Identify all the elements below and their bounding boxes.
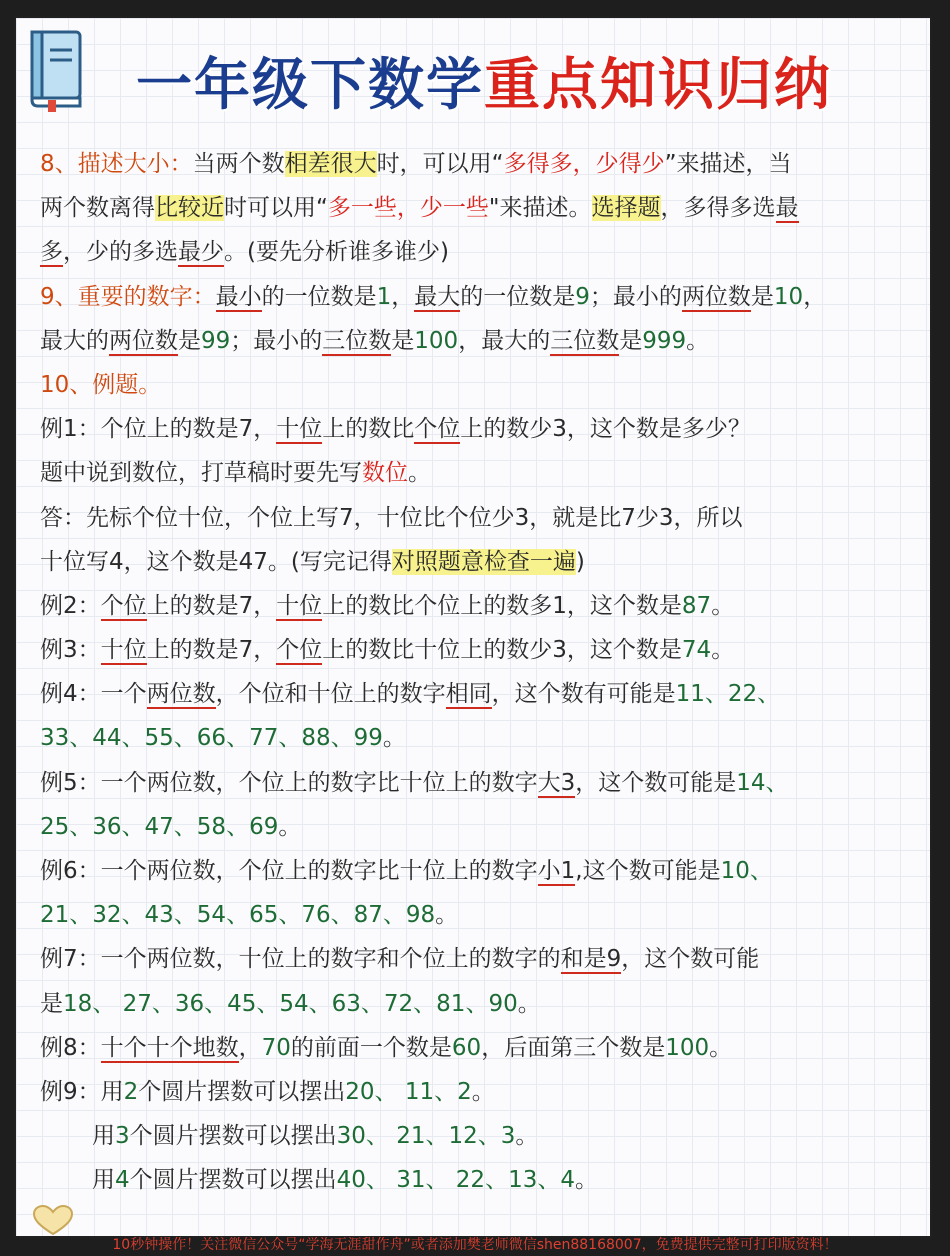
s9-underline: 两位数 xyxy=(109,327,178,354)
ex5-line-2 xyxy=(40,805,920,849)
ex6-numbers: 21、32、43、54、65、76、87、98 xyxy=(40,902,436,929)
s8-text: ”来描述，当 xyxy=(664,151,792,177)
s9-underline: 两位数 xyxy=(681,283,751,310)
ex7-line-1 xyxy=(40,937,920,981)
ex5-text: 例5：一个两位数，个位上的数字比十位上的数字 xyxy=(40,769,538,796)
ex2-text: 。 xyxy=(711,592,735,619)
s9-text: 是 xyxy=(619,327,643,354)
ex4-text: ，个位和十位上的数字 xyxy=(215,681,446,708)
ex9-numbers: 40、 31、 22、13、4 xyxy=(336,1167,575,1194)
s9-number: 100 xyxy=(414,327,459,354)
ex2-underline: 十位 xyxy=(276,592,323,619)
ex8-number: 100 xyxy=(665,1034,710,1061)
ex4-text: 例4：一个 xyxy=(40,681,147,708)
ex6-text: 。 xyxy=(435,902,459,929)
s9-text: 是 xyxy=(750,283,774,310)
ex9-text: 个圆片摆数可以摆出 xyxy=(129,1167,337,1194)
footer-note: 10秒钟操作！关注微信公众号“学海无涯甜作舟”或者添加樊老师微信shen88168007，免费提供完整可打印版资料！ xyxy=(112,1237,838,1253)
s8-underline: 最少 xyxy=(178,239,224,266)
ex1-highlight: 对照题意检查一遍 xyxy=(391,548,576,575)
s8-text: 当两个数 xyxy=(192,151,285,177)
ex2-line xyxy=(40,584,920,628)
ex6-underline: 小1 xyxy=(537,858,576,884)
ex9-line-2 xyxy=(40,1114,920,1158)
s9-text: 最大的 xyxy=(40,327,109,354)
ex1-underline: 十位 xyxy=(276,416,323,443)
ex4-text: 。 xyxy=(382,725,406,752)
ex3-text: 上的数比十位上的数少3，这个数是 xyxy=(322,637,682,664)
ex4-numbers: 33、44、55、66、77、88、99 xyxy=(40,725,383,752)
document-page xyxy=(14,16,932,1238)
s9-number: 1 xyxy=(376,283,392,310)
s8-highlight: 选择题 xyxy=(591,195,661,222)
ex9-text: 。 xyxy=(471,1078,495,1105)
s8-underline: 多 xyxy=(40,239,63,266)
ex4-underline: 两位数 xyxy=(146,681,216,708)
ex1-text: 答：先标个位十位，个位上写7，十位比个位少3，就是比7少3，所以 xyxy=(40,504,743,531)
s9-text: 的一位数是 xyxy=(460,283,576,310)
ex8-number: 70 xyxy=(261,1034,291,1061)
s9-underline: 最大 xyxy=(414,283,461,310)
ex1-question xyxy=(40,407,920,451)
ex7-text: 是 xyxy=(40,990,63,1017)
ex1-answer-2 xyxy=(40,540,920,584)
ex7-text: 。 xyxy=(517,990,541,1017)
s10-label: 10、例题。 xyxy=(40,371,162,398)
ex9-text: 用 xyxy=(92,1167,115,1194)
ex3-number: 74 xyxy=(681,637,712,664)
ex9-line-1 xyxy=(40,1070,920,1114)
ex8-text: 例8： xyxy=(40,1034,101,1061)
title-part-1: 一年级下数学 xyxy=(136,53,484,118)
ex8-underline: 十个十个地数 xyxy=(100,1034,239,1061)
ex8-number: 60 xyxy=(451,1034,482,1061)
ex6-text: 例6：一个两位数，个位上的数字比十位上的数字 xyxy=(40,858,538,884)
ex3-text: 。 xyxy=(711,637,735,664)
s8-phrase: 多得多，少得少 xyxy=(503,151,665,177)
ex8-line xyxy=(40,1026,920,1070)
ex1-text: 例1：个位上的数是7， xyxy=(40,416,277,443)
ex4-line-2 xyxy=(40,716,920,760)
s8-underline: 最 xyxy=(775,195,799,222)
ex9-text: 例9： xyxy=(40,1078,101,1105)
ex6-line-1 xyxy=(40,849,920,893)
s8-phrase: 多一些，少一些 xyxy=(327,195,489,222)
ex9-text: 用 xyxy=(100,1078,124,1105)
ex4-underline: 相同 xyxy=(445,681,492,708)
s9-line-1 xyxy=(40,275,920,319)
s10-line xyxy=(40,363,920,407)
ex9-text: 。 xyxy=(574,1167,598,1194)
ex3-line xyxy=(40,628,920,672)
s9-text: ；最小的 xyxy=(230,327,323,354)
ex9-text: 。 xyxy=(515,1123,539,1150)
s9-text: ；最小的 xyxy=(589,283,682,310)
s9-underline: 最小 xyxy=(215,283,262,310)
ex6-text: ,这个数可能是 xyxy=(575,858,721,884)
ex2-number: 87 xyxy=(681,592,712,619)
ex1-note xyxy=(40,451,920,495)
ex5-text: 。 xyxy=(278,813,302,840)
s8-text: "来描述。 xyxy=(488,195,592,222)
ex9-number: 3 xyxy=(115,1123,130,1150)
ex8-text: ，后面第三个数是 xyxy=(481,1034,666,1061)
ex8-text: 的前面一个数是 xyxy=(290,1034,452,1061)
ex5-numbers: 25、36、47、58、69 xyxy=(40,813,279,840)
s9-text: 。 xyxy=(686,327,710,354)
ex4-line-1 xyxy=(40,672,920,716)
ex7-text: 例7：一个两位数，十位上的数字和个位上的数字的 xyxy=(40,946,561,973)
s8-label: 8、描述大小： xyxy=(40,151,193,177)
ex9-text: 个圆片摆数可以摆出 xyxy=(129,1123,337,1150)
page-title xyxy=(136,46,832,126)
s8-text: ，多得多选 xyxy=(660,195,776,222)
ex3-underline: 十位 xyxy=(100,637,147,664)
s9-number: 99 xyxy=(201,327,231,354)
ex4-text: ，这个数有可能是 xyxy=(491,681,676,708)
ex1-keyword: 数位 xyxy=(362,460,408,487)
ex2-text: 上的数是7， xyxy=(146,592,277,619)
ex3-text: 上的数是7， xyxy=(146,637,277,664)
ex1-text: ) xyxy=(575,548,585,575)
ex9-text: 个圆片摆数可以摆出 xyxy=(138,1078,346,1105)
ex3-underline: 个位 xyxy=(276,637,323,664)
heart-decoration-icon xyxy=(30,1204,76,1236)
ex4-numbers: 11、22、 xyxy=(675,681,781,708)
s8-line-3 xyxy=(40,230,920,274)
s9-text: ， xyxy=(391,283,415,310)
content xyxy=(40,142,920,1203)
s9-number: 10 xyxy=(773,283,804,310)
s9-text: 是 xyxy=(178,327,201,354)
ex9-number: 4 xyxy=(115,1167,130,1194)
ex2-text: 上的数比个位上的数多1，这个数是 xyxy=(322,592,682,619)
s9-label: 9、重要的数字： xyxy=(40,283,216,310)
ex9-text: 用 xyxy=(92,1123,115,1150)
ex9-line-3 xyxy=(40,1158,920,1202)
s8-highlight: 比较近 xyxy=(155,195,224,222)
ex7-text: ，这个数可能 xyxy=(621,946,760,973)
s9-text: 是 xyxy=(391,327,415,354)
s8-highlight: 相差很大 xyxy=(284,151,377,177)
s9-text: 的一位数是 xyxy=(261,283,377,310)
ex2-underline: 个位 xyxy=(100,592,147,619)
ex6-numbers: 10、 xyxy=(720,858,773,884)
ex1-text: 上的数比 xyxy=(322,416,415,443)
ex7-underline: 和是9 xyxy=(560,946,622,973)
ex9-numbers: 30、 21、12、3 xyxy=(336,1123,516,1150)
book-icon xyxy=(26,26,88,112)
ex7-line-2 xyxy=(40,982,920,1026)
ex6-line-2 xyxy=(40,893,920,937)
ex8-text: 。 xyxy=(709,1034,733,1061)
ex5-numbers: 14、 xyxy=(736,769,789,796)
s9-text: ， xyxy=(803,283,827,310)
ex5-line-1 xyxy=(40,761,920,805)
s9-number: 9 xyxy=(575,283,590,310)
s9-number: 999 xyxy=(642,327,687,354)
ex1-text: 上的数少3，这个数是多少？ xyxy=(460,416,751,443)
ex1-underline: 个位 xyxy=(414,416,461,443)
ex7-numbers: 18、 27、36、45、54、63、72、81、90 xyxy=(63,990,518,1017)
ex1-text: 。 xyxy=(408,460,431,487)
s8-line-2 xyxy=(40,186,920,230)
s9-underline: 三位数 xyxy=(322,327,392,354)
ex8-text: ， xyxy=(238,1034,262,1061)
s8-text: 。(要先分析谁多谁少) xyxy=(224,239,449,266)
ex2-text: 例2： xyxy=(40,592,101,619)
s8-text: 两个数离得 xyxy=(40,195,155,222)
ex1-text: 题中说到数位，打草稿时要先写 xyxy=(40,460,362,487)
ex5-text: ，这个数可能是 xyxy=(575,769,737,796)
ex1-answer-1 xyxy=(40,496,920,540)
s8-line-1 xyxy=(40,142,920,186)
s8-text: 时，可以用“ xyxy=(376,151,504,177)
s8-text: 时可以用“ xyxy=(224,195,328,222)
title-part-2: 重点知识归纳 xyxy=(484,53,832,118)
s9-line-2 xyxy=(40,319,920,363)
s8-text: ，少的多选 xyxy=(63,239,178,266)
ex5-underline: 大3 xyxy=(537,769,576,796)
ex3-text: 例3： xyxy=(40,637,101,664)
ex9-number: 2 xyxy=(123,1078,139,1105)
s9-text: ，最大的 xyxy=(458,327,551,354)
ex1-text: 十位写4，这个数是47。(写完记得 xyxy=(40,548,392,575)
s9-underline: 三位数 xyxy=(550,327,620,354)
ex9-numbers: 20、 11、2 xyxy=(345,1078,472,1105)
